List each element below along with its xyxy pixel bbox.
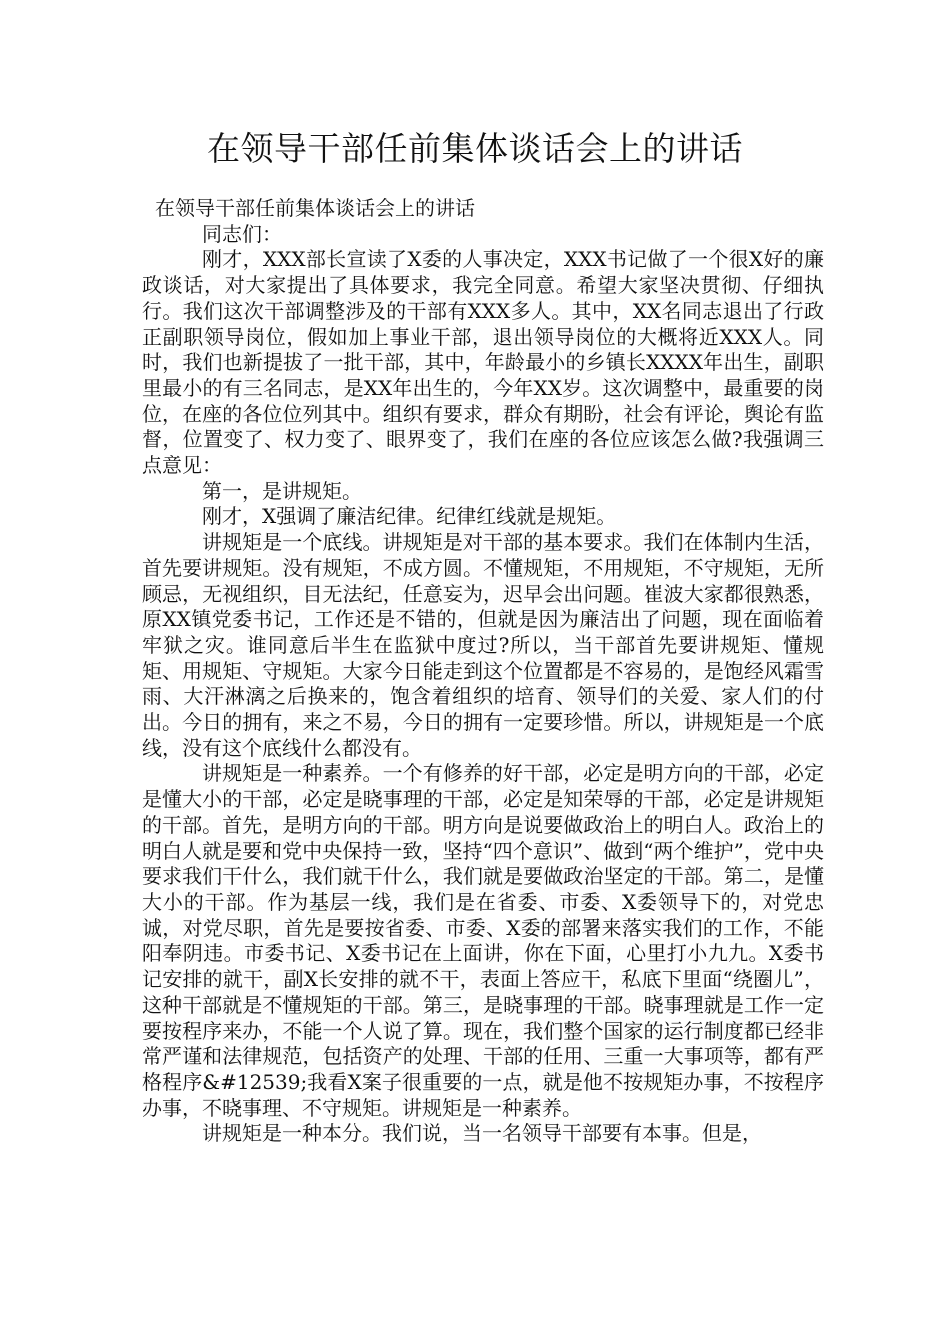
salutation-paragraph: 同志们： (202, 221, 282, 246)
document-title: 在领导干部任前集体谈话会上的讲话 (207, 129, 743, 168)
body-paragraph: 刚才，XXX部长宣读了X委的人事决定，XXX书记做了一个很X好的廉政谈话，对大家提出了具体要求，我完全同意。希望大家坚决贯彻、仔细执行。我们这次干部调整涉及的干部有XXX多人。其中，XX名同志退出了行政正副职领导岗位，假如加上事业干部，退出领导岗位的大概将近XXX人。同时，我们也新提拔了一批干部，其中，年龄最小的乡镇长XXXX年出生，副职里最小的有三名同志，是XX年出生的，今年XX岁。这次调整中，最重要的岗位，在座的各位位列其中。组织有要求，群众有期盼，社会有评论，舆论有监督，位置变了、权力变了、眼界变了，我们在座的各位应该怎么做?我强调三点意见： (142, 247, 824, 478)
document-body (142, 196, 824, 1147)
body-paragraph: 讲规矩是一个底线。讲规矩是对干部的基本要求。我们在体制内生活，首先要讲规矩。没有规矩，不成方圆。不懂规矩，不用规矩，不守规矩，无所顾忌，无视组织，目无法纪，任意妄为，迟早会出问题。崔波大家都很熟悉，原XX镇党委书记，工作还是不错的，但就是因为廉洁出了问题，现在面临着牢狱之灾。谁同意后半生在监狱中度过?所以，当干部首先要讲规矩、懂规矩、用规矩、守规矩。大家今日能走到这个位置都是不容易的，是饱经风霜雪雨、大汗淋漓之后换来的，饱含着组织的培育、领导们的关爱、家人们的付出。今日的拥有，来之不易，今日的拥有一定要珍惜。所以，讲规矩是一个底线，没有这个底线什么都没有。 (142, 530, 824, 760)
section-heading-paragraph: 第一，是讲规矩。 (202, 478, 362, 503)
body-paragraph: 刚才，X强调了廉洁纪律。纪律红线就是规矩。 (202, 504, 617, 529)
document-subtitle: 在领导干部任前集体谈话会上的讲话 (155, 196, 475, 220)
body-paragraph: 讲规矩是一种素养。一个有修养的好干部，必定是明方向的干部，必定是懂大小的干部，必定是晓事理的干部，必定是知荣辱的干部，必定是讲规矩的干部。首先，是明方向的干部。明方向是说要做政治上的明白人。政治上的明白人就是要和党中央保持一致，坚持“四个意识”、做到“两个维护”，党中央要求我们干什么，我们就干什么，我们就是要做政治坚定的干部。第二，是懂大小的干部。作为基层一线，我们是在省委、市委、X委领导下的，对党忠诚，对党尽职，首先是要按省委、市委、X委的部署来落实我们的工作，不能阳奉阴违。市委书记、X委书记在上面讲，你在下面，心里打小九九。X委书记安排的就干，副X长安排的就不干，表面上答应干，私底下里面“绕圈儿”，这种干部就是不懂规矩的干部。第三，是晓事理的干部。晓事理就是工作一定要按程序来办，不能一个人说了算。现在，我们整个国家的运行制度都已经非常严谨和法律规范，包括资产的处理、干部的任用、三重一大事项等，都有严格程序&#12539;我看X案子很重要的一点，就是他不按规矩办事，不按程序办事，不晓事理、不守规矩。讲规矩是一种素养。 (142, 761, 824, 1120)
body-paragraph: 讲规矩是一种本分。我们说，当一名领导干部要有本事。但是， (202, 1121, 762, 1146)
